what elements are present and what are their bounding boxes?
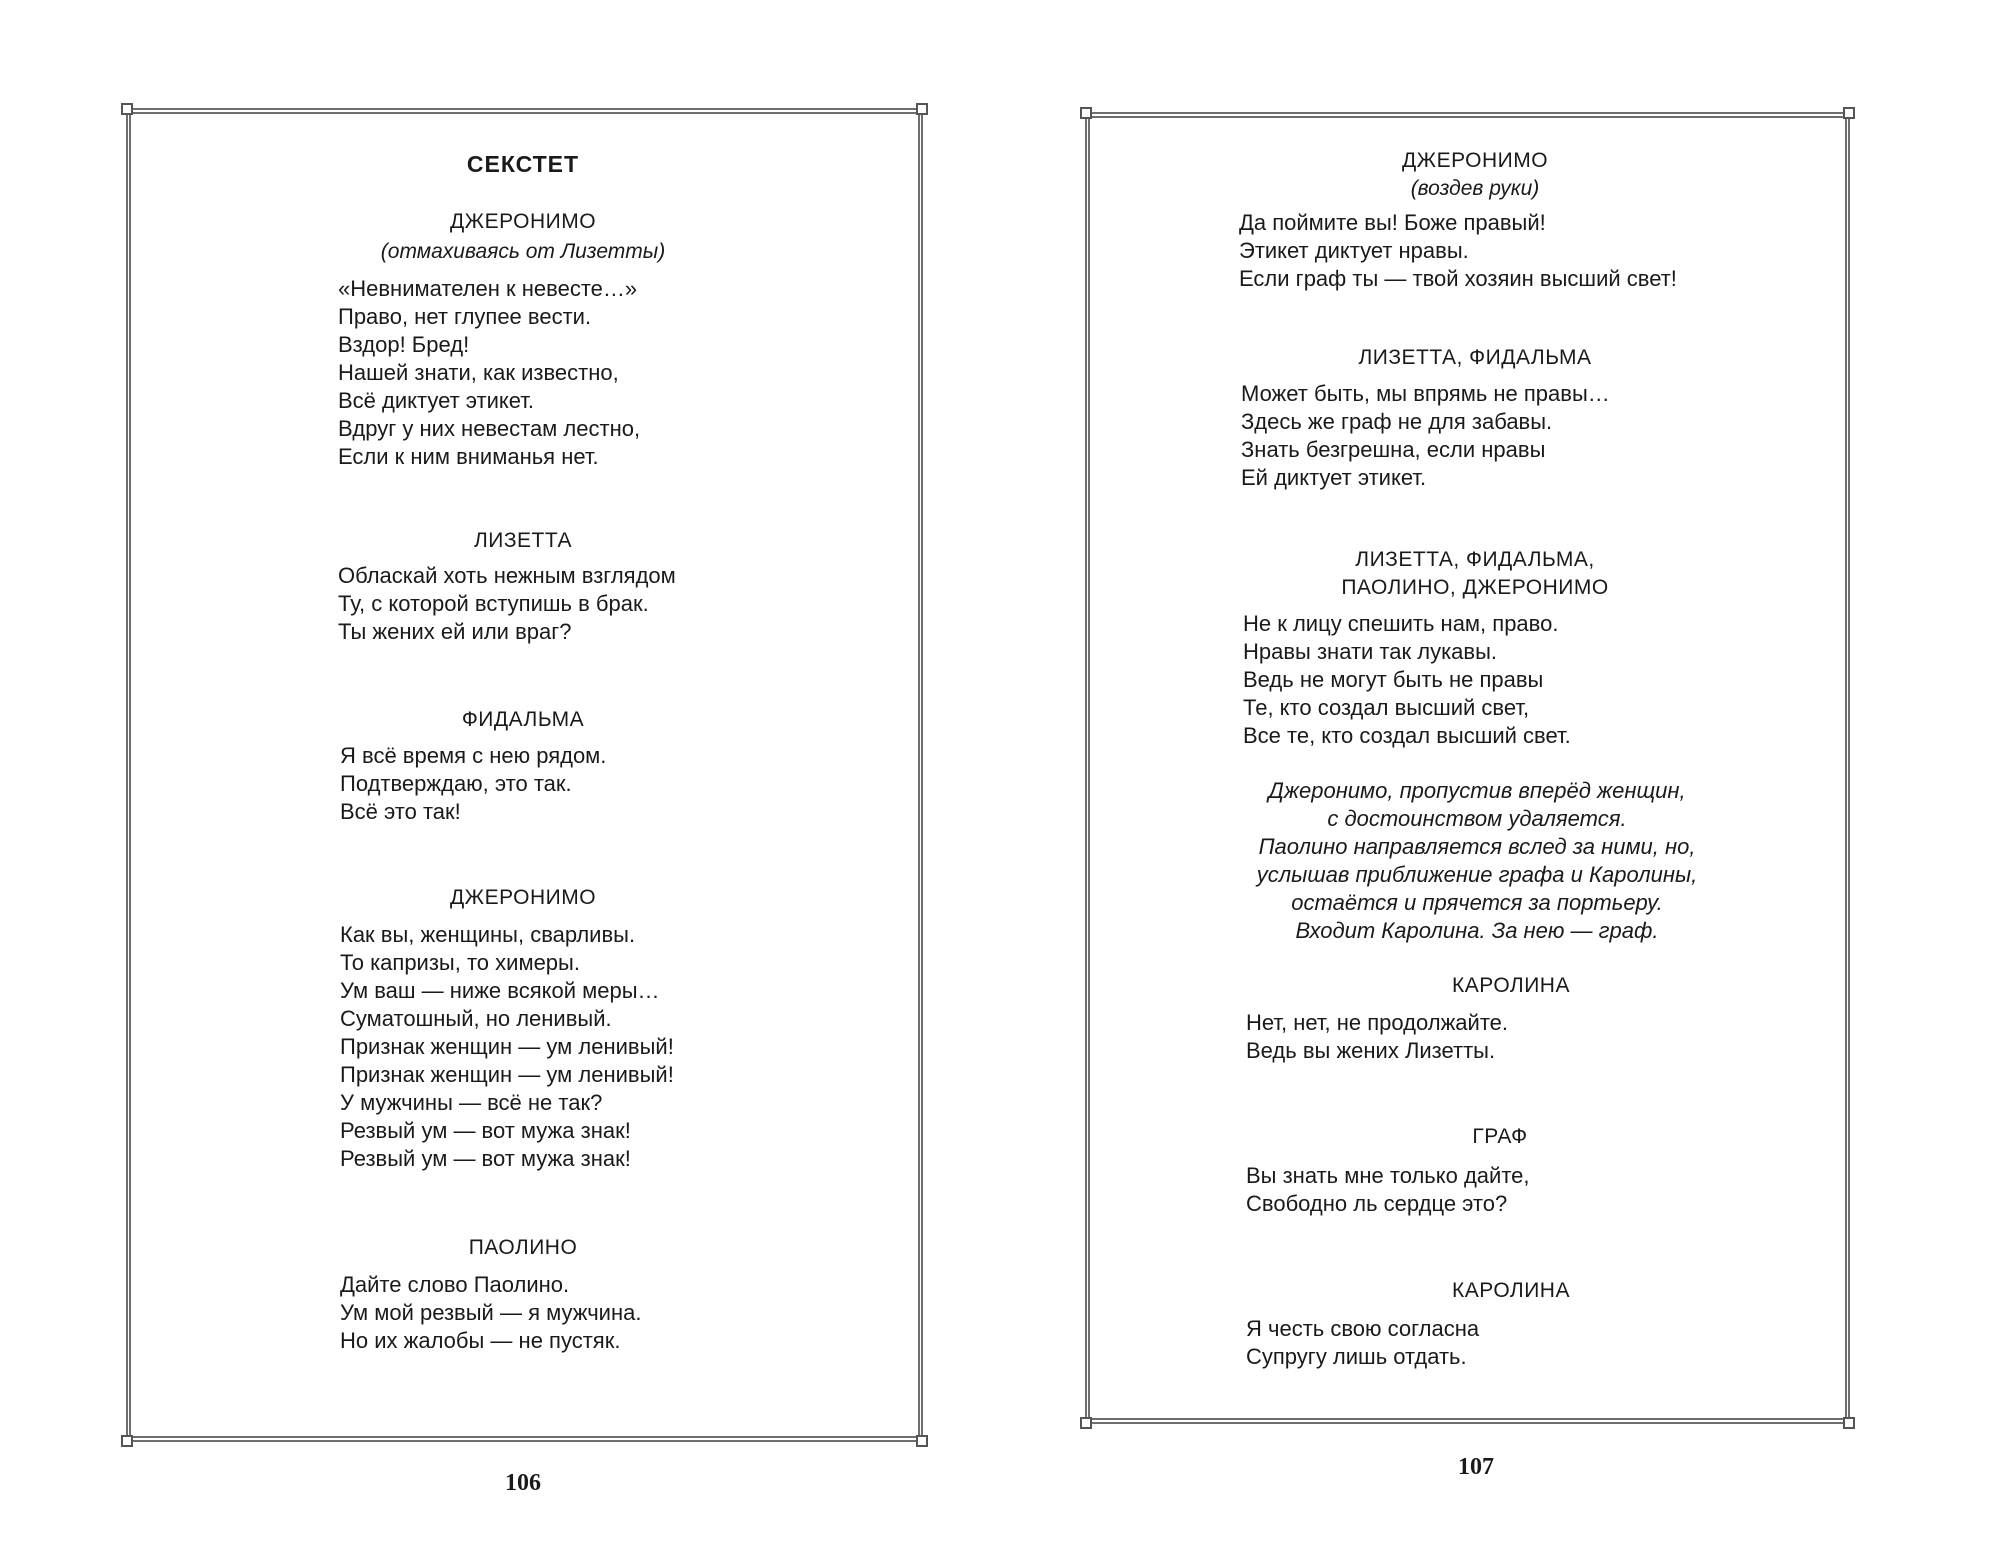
speaker-name: КАРОЛИНА [1452,1279,1570,1302]
verse-line: Ум мой резвый — я мужчина. [340,1300,642,1325]
verse-line: Этикет диктует нравы. [1239,238,1469,263]
stage-direction-line: услышав приближение графа и Каролины, [1256,862,1698,887]
verse-lines [340,1271,641,1355]
verse-lines [1239,209,1677,293]
right-page [1000,0,2000,1544]
verse-line: Вдруг у них невестам лестно, [338,416,641,441]
verse-line: Если граф ты — твой хозяин высший свет! [1239,266,1677,291]
verse-line: Резвый ум — вот мужа знак! [340,1118,631,1143]
verse-line: Здесь же граф не для забавы. [1241,409,1553,434]
speaker-name: ДЖЕРОНИМО [449,210,597,233]
speaker-name: ЛИЗЕТТА, ФИДАЛЬМА, [1355,548,1595,571]
verse-line: Подтверждаю, это так. [340,771,572,796]
speaker-name: ГРАФ [1472,1125,1528,1148]
verse-line: Резвый ум — вот мужа знак! [340,1146,631,1171]
verse-line: Свободно ль сердце это? [1246,1191,1508,1216]
verse-line: Знать безгрешна, если нравы [1241,437,1546,462]
page-number: 107 [1458,1454,1494,1480]
verse-lines [1246,1009,1508,1065]
speaker-name: КАРОЛИНА [1452,974,1570,997]
page-number: 106 [505,1470,541,1496]
speaker-name: ПАОЛИНО [468,1236,578,1259]
verse-line: Всё это так! [340,799,461,824]
verse-line: Нет, нет, не продолжайте. [1246,1010,1509,1035]
border-corner-ornament [121,1435,133,1447]
verse-line: Как вы, женщины, сварливы. [340,922,636,947]
verse-lines [340,742,606,826]
stage-direction-line: остаётся и прячется за портьеру. [1291,890,1663,915]
verse-line: Ведь вы жених Лизетты. [1246,1038,1496,1063]
stage-direction-line: Джеронимо, пропустив вперёд женщин, [1268,778,1686,803]
verse-lines [338,562,676,646]
border-corner-ornament [916,1435,928,1447]
verse-line: Всё диктует этикет. [338,388,535,413]
verse-line: Все те, кто создал высший свет. [1243,723,1571,748]
verse-lines [1246,1162,1530,1218]
border-corner-ornament [1843,1417,1855,1429]
verse-line: Вы знать мне только дайте, [1246,1163,1530,1188]
border-corner-ornament [1843,107,1855,119]
verse-lines [1243,610,1571,750]
verse-line: Признак женщин — ум ленивый! [340,1062,674,1087]
stage-remark: (воздев руки) [1410,177,1540,200]
verse-line: Дайте слово Паолино. [340,1272,570,1297]
verse-line: Признак женщин — ум ленивый! [340,1034,674,1059]
verse-line: «Невнимателен к невесте…» [338,276,638,301]
verse-line: У мужчины — всё не так? [340,1090,603,1115]
verse-lines [1241,380,1610,492]
stage-direction [1000,777,1954,945]
verse-line: Право, нет глупее вести. [338,304,592,329]
verse-line: Да поймите вы! Боже правый! [1239,210,1546,235]
speaker-name: ДЖЕРОНИМО [449,886,597,909]
verse-line: Если к ним вниманья нет. [338,444,599,469]
stage-remark: (отмахиваясь от Лизетты) [380,240,666,263]
verse-line: То капризы, то химеры. [340,950,580,975]
verse-line: Может быть, мы впрямь не правы… [1241,381,1610,406]
verse-lines [1246,1315,1479,1371]
verse-line: Ты жених ей или враг? [338,619,572,644]
verse-lines [340,921,674,1173]
verse-line: Ей диктует этикет. [1241,465,1427,490]
dialogue-block [0,208,1046,266]
border-corner-ornament [1080,1417,1092,1429]
ornamental-page-border [1085,112,1850,1424]
dialogue-block [1000,546,1950,602]
verse-line: Ум ваш — ниже всякой меры… [340,978,660,1003]
dialogue-block [1000,147,1950,203]
verse-line: Я всё время с нею рядом. [340,743,607,768]
verse-line: Не к лицу спешить нам, право. [1243,611,1559,636]
speaker-name: ЛИЗЕТТА, ФИДАЛЬМА [1358,346,1592,369]
border-corner-ornament [1080,107,1092,119]
verse-line: Супругу лишь отдать. [1246,1344,1467,1369]
verse-line: Но их жалобы — не пустяк. [340,1328,621,1353]
verse-line: Нравы знати так лукавы. [1243,639,1498,664]
speaker-name: ПАОЛИНО, ДЖЕРОНИМО [1341,576,1609,599]
speaker-name: ЛИЗЕТТА [473,529,573,552]
verse-line: Обласкай хоть нежным взглядом [338,563,676,588]
stage-direction-line: Входит Каролина. За нею — граф. [1295,918,1659,943]
speaker-name: ФИДАЛЬМА [461,708,585,731]
verse-lines [338,275,640,471]
verse-line: Я честь свою согласна [1246,1316,1480,1341]
verse-line: Нашей знати, как известно, [338,360,619,385]
border-corner-ornament [916,103,928,115]
verse-line: Суматошный, но ленивый. [340,1006,612,1031]
stage-direction-line: с достоинством удаляется. [1327,806,1627,831]
section-title: СЕКСТЕТ [466,151,580,177]
verse-line: Ту, с которой вступишь в брак. [338,591,649,616]
verse-line: Вздор! Бред! [338,332,470,357]
verse-line: Те, кто создал высший свет, [1243,695,1530,720]
stage-direction-line: Паолино направляется вслед за ними, но, [1258,834,1696,859]
border-corner-ornament [121,103,133,115]
speaker-name: ДЖЕРОНИМО [1401,149,1549,172]
verse-line: Ведь не могут быть не правы [1243,667,1544,692]
